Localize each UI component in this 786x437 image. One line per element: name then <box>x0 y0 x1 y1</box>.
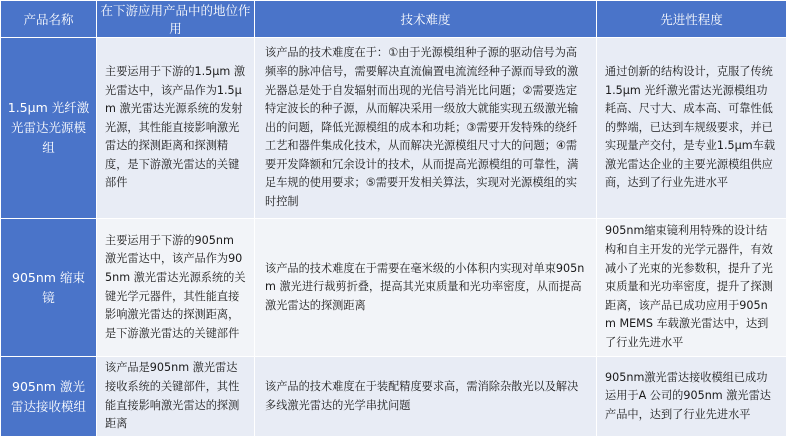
header-role: 在下游应用产品中的地位作用 <box>97 1 255 38</box>
advancement-text: 905nm缩束镜利用特殊的设计结构和自主开发的光学元器件，有效减小了光束的光参数积，提升了光束质量和光功率密度，提升了探测距离，该产品已成功应用于905nm MEMS 车载激光雷达中，达到了行业先进水平 <box>597 222 786 352</box>
difficulty-text: 该产品的技术难度在于需要在毫米级的小体积内实现对单束905nm 激光进行裁剪折叠，提高其光束质量和光功率密度，从而提高激光雷达的探测距离 <box>255 260 596 316</box>
role-text: 主要运用于下游的1.5μm 激光雷达中，该产品作为1.5μm 激光雷达光源系统的发射光源，其性能直接影响激光雷达的探测距离和探测精度，是下游激光雷达的关键部件 <box>97 63 254 193</box>
difficulty-text: 该产品的技术难度在于装配精度要求高，需消除杂散光以及解决多线激光雷达的光学串扰问题 <box>255 378 596 415</box>
advancement-cell <box>597 38 786 219</box>
product-name-cell: 905nm 激光雷达接收模组 <box>1 357 97 437</box>
role-cell <box>97 38 255 219</box>
difficulty-cell <box>255 219 597 357</box>
role-text: 该产品是905nm 激光雷达接收系统的关键部件，其性能直接影响激光雷达的探测距离 <box>97 359 254 433</box>
role-text: 主要运用于下游的905nm 激光雷达中，该产品作为905nm 激光雷达光源系统的关键光学元器件，其性能直接影响激光雷达的探测距离，是下游激光雷达的关键部件 <box>97 232 254 344</box>
difficulty-cell <box>255 38 597 219</box>
table-row <box>1 38 786 219</box>
header-product-name: 产品名称 <box>1 1 97 38</box>
table-row <box>1 219 786 357</box>
header-row <box>1 1 786 38</box>
table-row <box>1 357 786 437</box>
product-name-cell: 1.5μm 光纤激光雷达光源模组 <box>1 38 97 219</box>
difficulty-text: 该产品的技术难度在于：①由于光源模组种子源的驱动信号为高频率的脉冲信号，需要解决直流偏置电流流经种子源而导致的激光器总是处于自发辐射而出现的光信号消光比问题；②需要选定特定波长的种子源，从而解决采用一级放大就能实现五级激光输出的问题，降低光源模组的成本和功耗；③需要开发特殊的绕纤工艺和器件集成化技术，从而解决光源模组尺寸大的问题；④需要开发降额和冗余设计的技术，从而提高光源模组的可靠性，满足车规的使用要求；⑤需要开发相关算法，实现对光源模组的实时控制 <box>255 44 596 211</box>
header-advancement: 先进性程度 <box>597 1 786 38</box>
role-cell <box>97 357 255 437</box>
advancement-text: 905nm激光雷达接收模组已成功运用于A 公司的905nm 激光雷达产品中，达到了行业先进水平 <box>597 369 786 425</box>
difficulty-cell <box>255 357 597 437</box>
header-difficulty: 技术难度 <box>255 1 597 38</box>
role-cell <box>97 219 255 357</box>
advancement-cell <box>597 219 786 357</box>
advancement-text: 通过创新的结构设计，克服了传统1.5μm 光纤激光雷达光源模组功耗高、尺寸大、成本高、可靠性低的弊端，已达到车规级要求，并已实现量产交付，是专业1.5μm车载激光雷达企业的主要光源模组供应商，达到了行业先进水平 <box>597 63 786 193</box>
advancement-cell <box>597 357 786 437</box>
product-name-cell: 905nm 缩束镜 <box>1 219 97 357</box>
